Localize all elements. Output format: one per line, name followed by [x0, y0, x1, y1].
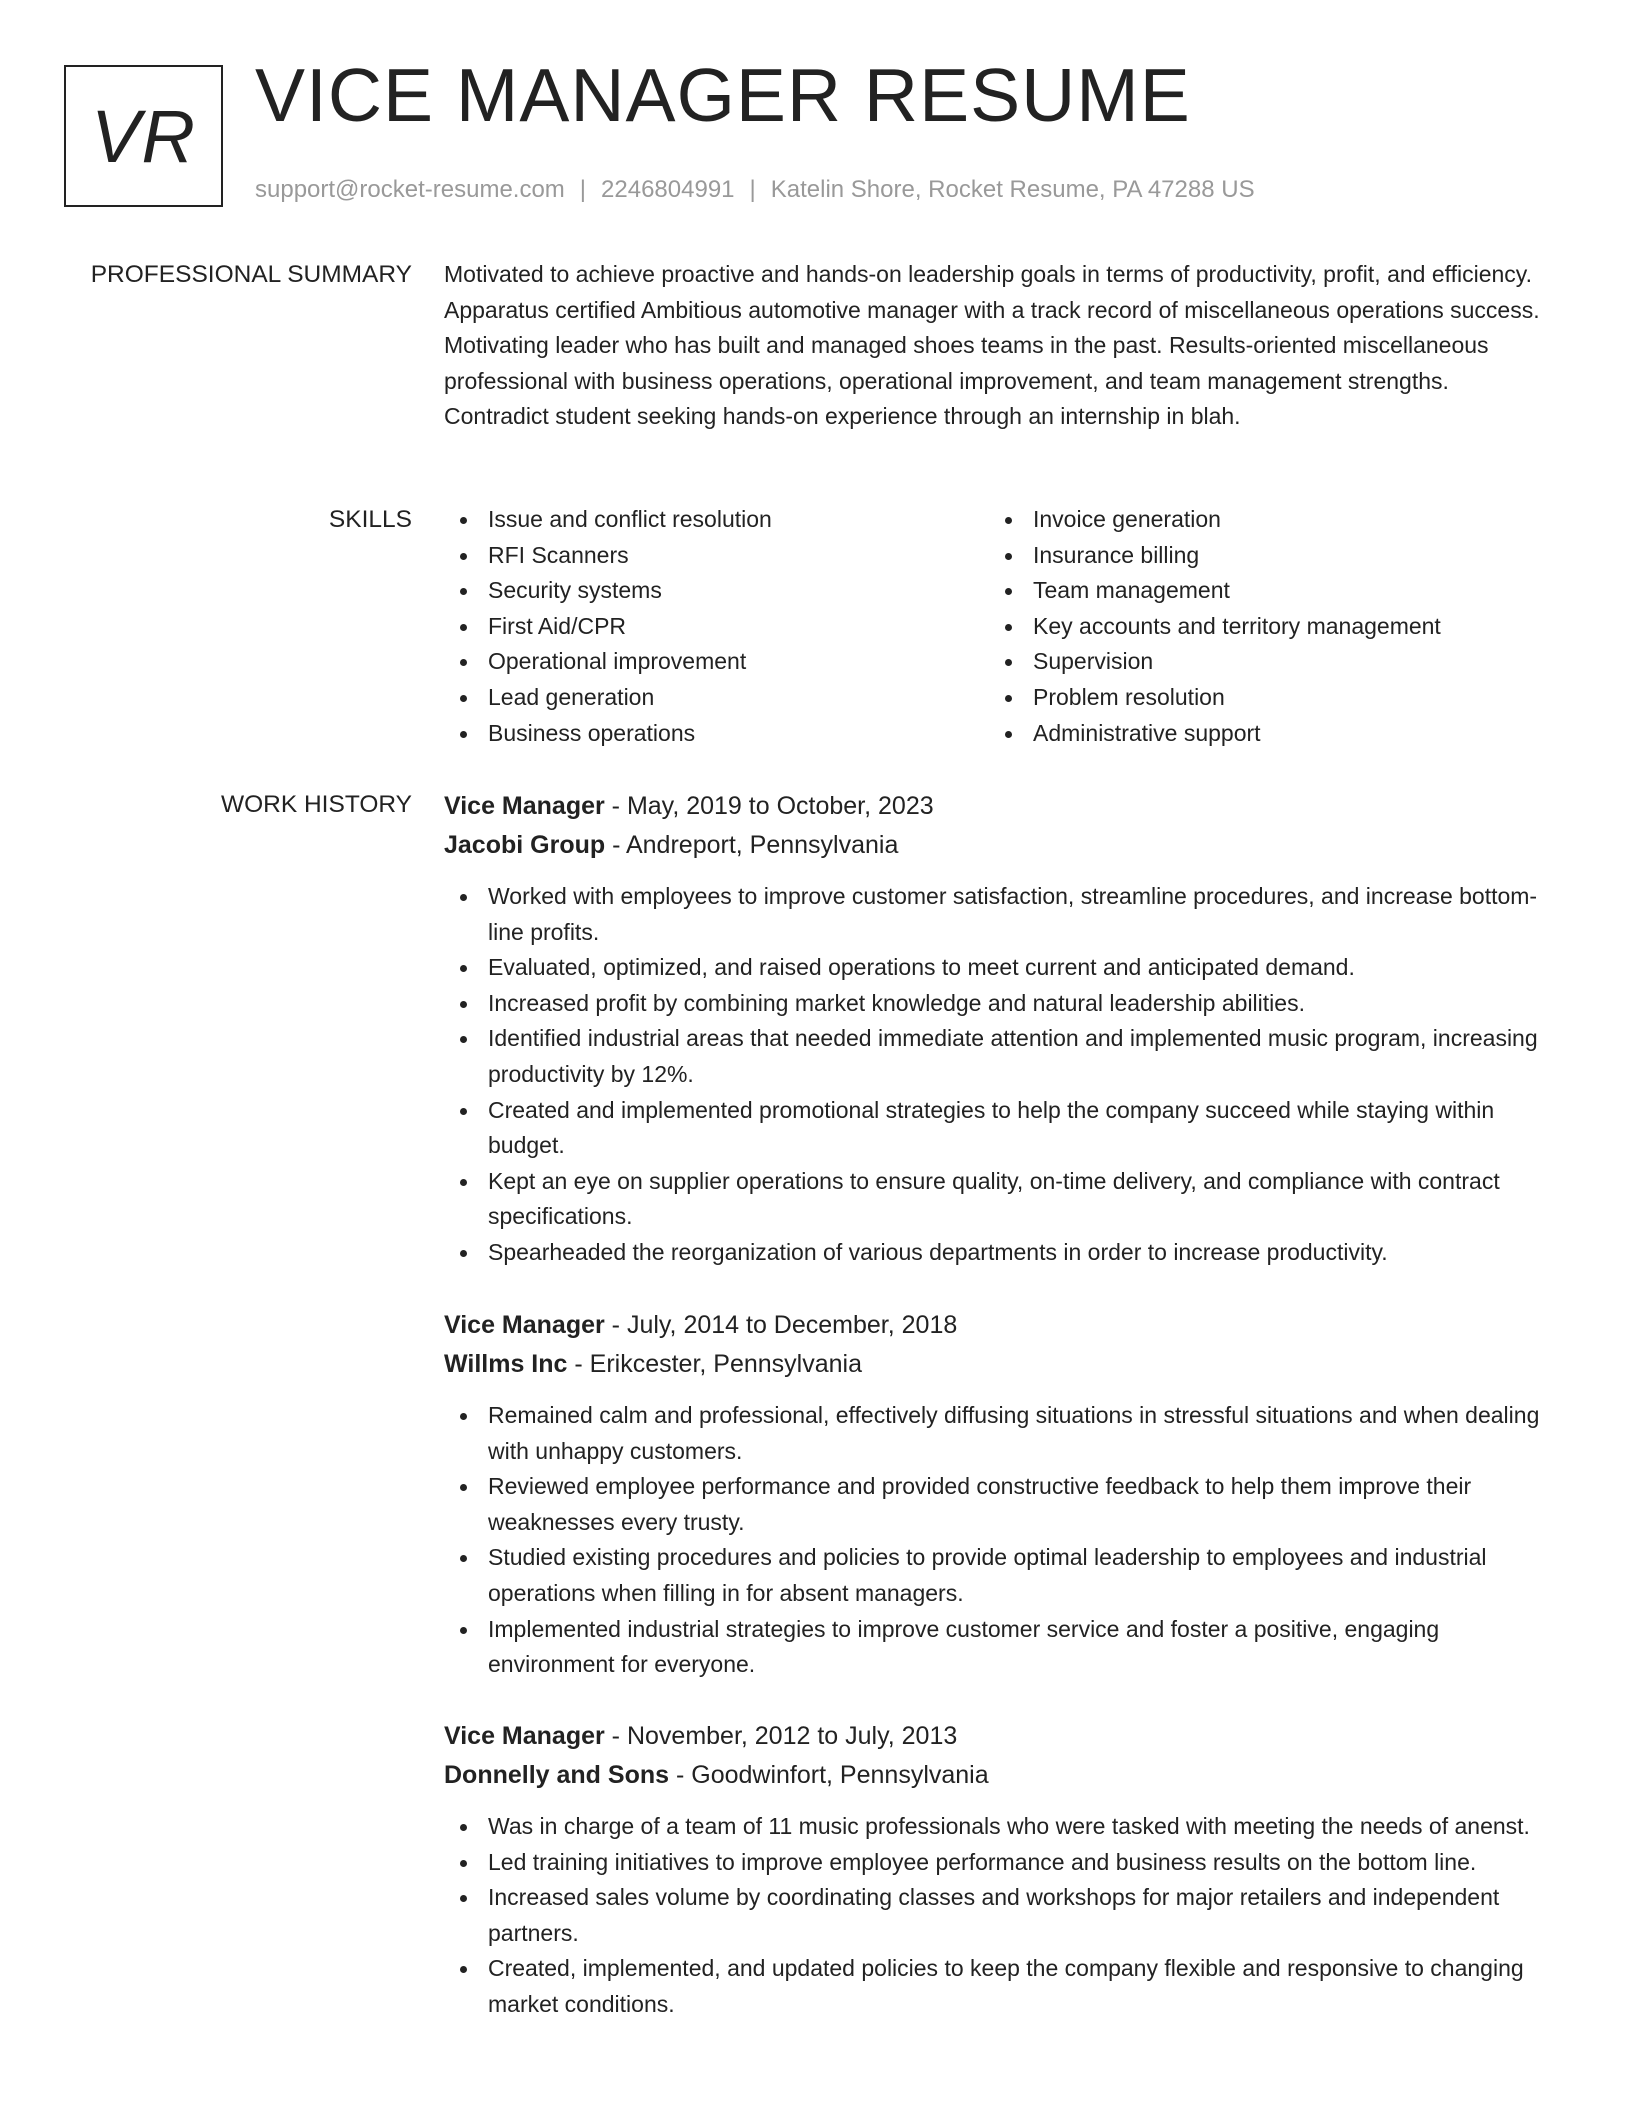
job-location: - Andreport, Pennsylvania [605, 831, 899, 859]
summary-text: Motivated to achieve proactive and hands-on leadership goals in terms of productivity, profit, and efficiency. Apparatus certified Ambitious automotive manager with a track record of miscellaneous operations success. Motivating leader who has built and managed shoes teams in the past. Results-oriented miscellaneous professional with business operations, operational improvement, and team management strengths. Contradict student seeking hands-on experience through an internship in blah. [444, 261, 1540, 430]
job-bullet: Remained calm and professional, effectively diffusing situations in stressful situations and when dealing with unhappy customers. [444, 1398, 1554, 1469]
skill-item: Administrative support [989, 716, 1534, 752]
contact-separator: | [579, 176, 587, 203]
skills-heading: SKILLS [328, 506, 412, 533]
job-role-line [444, 787, 1554, 826]
job-location: - Erikcester, Pennsylvania [567, 1350, 862, 1378]
job-role: Vice Manager [444, 1722, 605, 1750]
summary-heading: PROFESSIONAL SUMMARY [90, 261, 412, 288]
job-company-line [444, 826, 1554, 865]
job-role: Vice Manager [444, 792, 605, 820]
job-dates: - November, 2012 to July, 2013 [604, 1722, 958, 1750]
skill-item: Issue and conflict resolution [444, 502, 989, 538]
contact-email: support@rocket-resume.com [255, 176, 565, 203]
job-role-line [444, 1717, 1554, 1756]
job-bullet: Led training initiatives to improve employee performance and business results on the bottom line. [444, 1845, 1554, 1881]
job-role: Vice Manager [444, 1311, 605, 1339]
skills-body [444, 502, 1554, 751]
contact-phone: 2246804991 [601, 176, 735, 203]
skill-item: RFI Scanners [444, 538, 989, 574]
job-bullet: Implemented industrial strategies to improve customer service and foster a positive, engaging environment for everyone. [444, 1612, 1554, 1683]
job-location: - Goodwinfort, Pennsylvania [669, 1761, 989, 1789]
resume-title: VICE MANAGER RESUME [255, 53, 1191, 137]
work-history-heading: WORK HISTORY [220, 791, 412, 818]
job-dates: - July, 2014 to December, 2018 [604, 1311, 958, 1339]
job-bullet: Was in charge of a team of 11 music professionals who were tasked with meeting the needs of anenst. [444, 1809, 1554, 1845]
job-bullet: Created, implemented, and updated policies to keep the company flexible and responsive to changing market conditions. [444, 1951, 1554, 2022]
contact-line [255, 176, 1255, 204]
job-bullets [444, 879, 1554, 1271]
job-entry [444, 787, 1554, 1271]
summary-body [444, 257, 1554, 435]
skill-item: Lead generation [444, 680, 989, 716]
job-bullet: Reviewed employee performance and provided constructive feedback to help them improve their weaknesses every trusty. [444, 1469, 1554, 1540]
monogram-initials: VR [91, 94, 196, 178]
job-bullet: Increased profit by combining market knowledge and natural leadership abilities. [444, 986, 1554, 1022]
skill-item: Business operations [444, 716, 989, 752]
job-bullet: Identified industrial areas that needed immediate attention and implemented music program, increasing productivity by 12%. [444, 1021, 1554, 1092]
monogram-badge [64, 65, 223, 207]
job-bullet: Kept an eye on supplier operations to ensure quality, on-time delivery, and compliance with contract specifications. [444, 1164, 1554, 1235]
contact-separator: | [749, 176, 756, 203]
job-company-line [444, 1756, 1554, 1795]
skills-list-right [989, 502, 1534, 751]
skills-list-left [444, 502, 989, 751]
job-bullets [444, 1398, 1554, 1683]
skill-item: Invoice generation [989, 502, 1534, 538]
job-bullet: Evaluated, optimized, and raised operations to meet current and anticipated demand. [444, 950, 1554, 986]
job-entry [444, 1306, 1554, 1683]
job-company: Donnelly and Sons [444, 1761, 670, 1789]
job-dates: - May, 2019 to October, 2023 [604, 792, 934, 820]
job-bullet: Worked with employees to improve customer satisfaction, streamline procedures, and increase bottom-line profits. [444, 879, 1554, 950]
job-company-line [444, 1345, 1554, 1384]
skill-item: Insurance billing [989, 538, 1534, 574]
skill-item: Problem resolution [989, 680, 1534, 716]
contact-address: Katelin Shore, Rocket Resume, PA 47288 US [770, 176, 1255, 203]
skill-item: Security systems [444, 573, 989, 609]
skill-item: First Aid/CPR [444, 609, 989, 645]
skill-item: Team management [989, 573, 1534, 609]
job-bullet: Spearheaded the reorganization of various departments in order to increase productivity. [444, 1235, 1554, 1271]
job-bullets [444, 1809, 1554, 2023]
job-bullet: Increased sales volume by coordinating classes and workshops for major retailers and independent partners. [444, 1880, 1554, 1951]
job-bullet: Studied existing procedures and policies to provide optimal leadership to employees and industrial operations when filling in for absent managers. [444, 1540, 1554, 1611]
job-entry [444, 1717, 1554, 2023]
job-bullet: Created and implemented promotional strategies to help the company succeed while staying within budget. [444, 1093, 1554, 1164]
skill-item: Operational improvement [444, 644, 989, 680]
skill-item: Key accounts and territory management [989, 609, 1534, 645]
skill-item: Supervision [989, 644, 1534, 680]
job-company: Jacobi Group [444, 831, 606, 859]
job-role-line [444, 1306, 1554, 1345]
job-company: Willms Inc [444, 1350, 568, 1378]
